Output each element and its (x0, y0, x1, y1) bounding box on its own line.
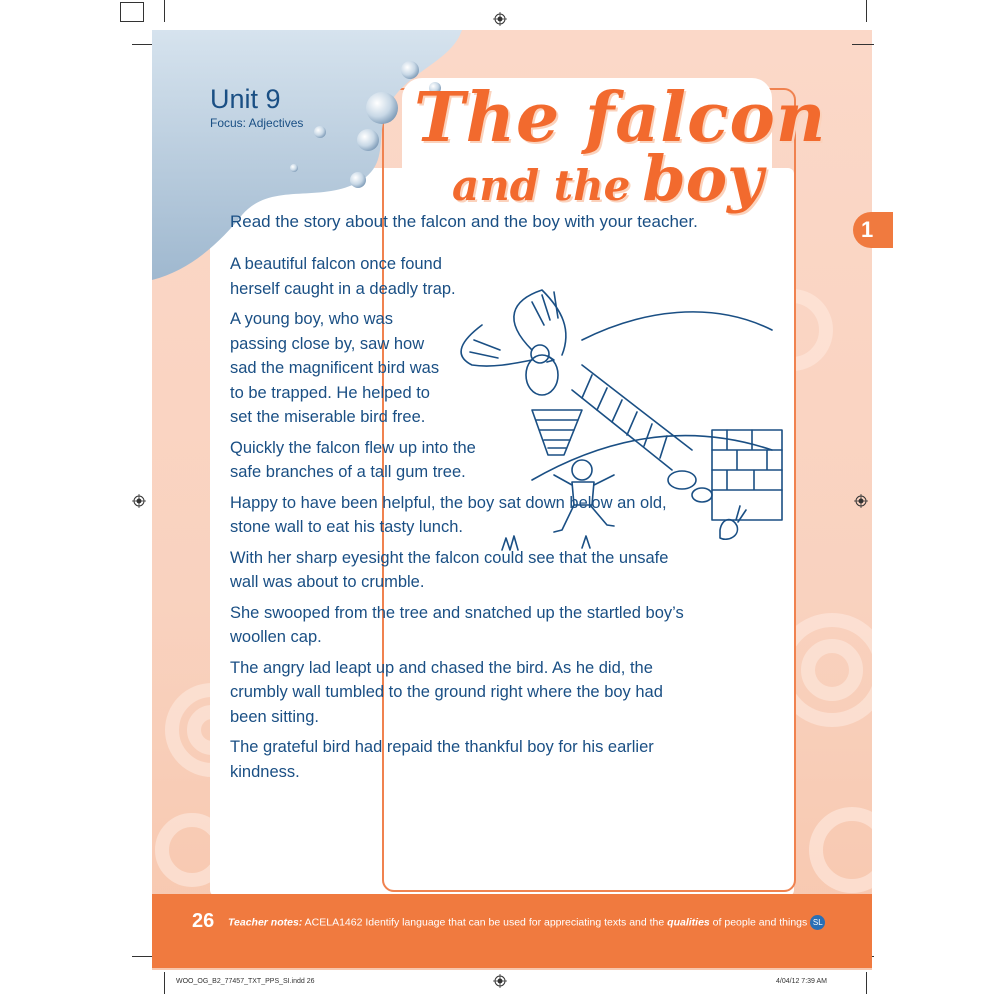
page-background (152, 30, 872, 970)
teacher-notes (228, 915, 825, 930)
teacher-notes-label: Teacher notes: (228, 916, 303, 929)
teacher-notes-text-end: of people and things (709, 916, 808, 929)
crop-mark (164, 0, 165, 22)
water-splash-decoration (152, 30, 482, 290)
slug-filename: WOO_OG_B2_77457_TXT_PPS_SI.indd 26 (176, 978, 315, 985)
registration-mark-icon (493, 12, 507, 26)
section-tab-number: 1 (861, 217, 874, 242)
story-paragraph: A beautiful falcon once found herself caught in a deadly trap. (230, 255, 456, 298)
sl-badge-icon: SL (810, 915, 825, 930)
unit-focus: Focus: Adjectives (210, 116, 304, 130)
story-title-line2 (452, 142, 763, 215)
story-title-small: and the (452, 161, 631, 210)
teacher-notes-text: ACELA1462 Identify language that can be used for appreciating texts and the (302, 916, 668, 929)
section-tab (853, 212, 893, 248)
slug-date: 4/04/12 7:39 AM (776, 978, 827, 985)
story-paragraph: She swooped from the tree and snatched up the startled boy’s woollen cap. (230, 603, 684, 646)
corner-marker-icon (120, 2, 144, 22)
story-paragraph: Happy to have been helpful, the boy sat down below an old, stone wall to eat his tasty lunch. (230, 493, 667, 536)
registration-mark-icon (854, 494, 868, 508)
crop-mark (852, 44, 874, 45)
footer-bar (152, 894, 872, 968)
unit-title: Unit 9 (210, 84, 281, 114)
teacher-notes-emphasis: qualities (667, 916, 710, 929)
story-title-line1: The falcon (414, 78, 827, 158)
crop-mark (132, 956, 154, 957)
crop-mark (866, 972, 867, 994)
page-number: 26 (192, 910, 215, 932)
crop-mark (164, 972, 165, 994)
registration-mark-icon (493, 974, 507, 988)
story-title-big: boy (642, 142, 764, 215)
crop-mark (132, 44, 154, 45)
story-paragraph: The angry lad leapt up and chased the bird. As he did, the crumbly wall tumbled to the ground right where the boy had been sitting. (230, 658, 663, 726)
registration-mark-icon (132, 494, 146, 508)
reading-instruction: Read the story about the falcon and the boy with your teacher. (230, 212, 698, 231)
story-paragraph: With her sharp eyesight the falcon could see that the unsafe wall was about to crumble. (230, 548, 669, 591)
story-paragraph: A young boy, who was passing close by, saw how sad the magnificent bird was to be trapped. He helped to set the miserable bird free. (230, 310, 440, 426)
story-text (230, 252, 700, 790)
story-paragraph: Quickly the falcon flew up into the safe branches of a tall gum tree. (230, 438, 476, 481)
story-paragraph: The grateful bird had repaid the thankful boy for his earlier kindness. (230, 738, 654, 781)
crop-mark (866, 0, 867, 22)
